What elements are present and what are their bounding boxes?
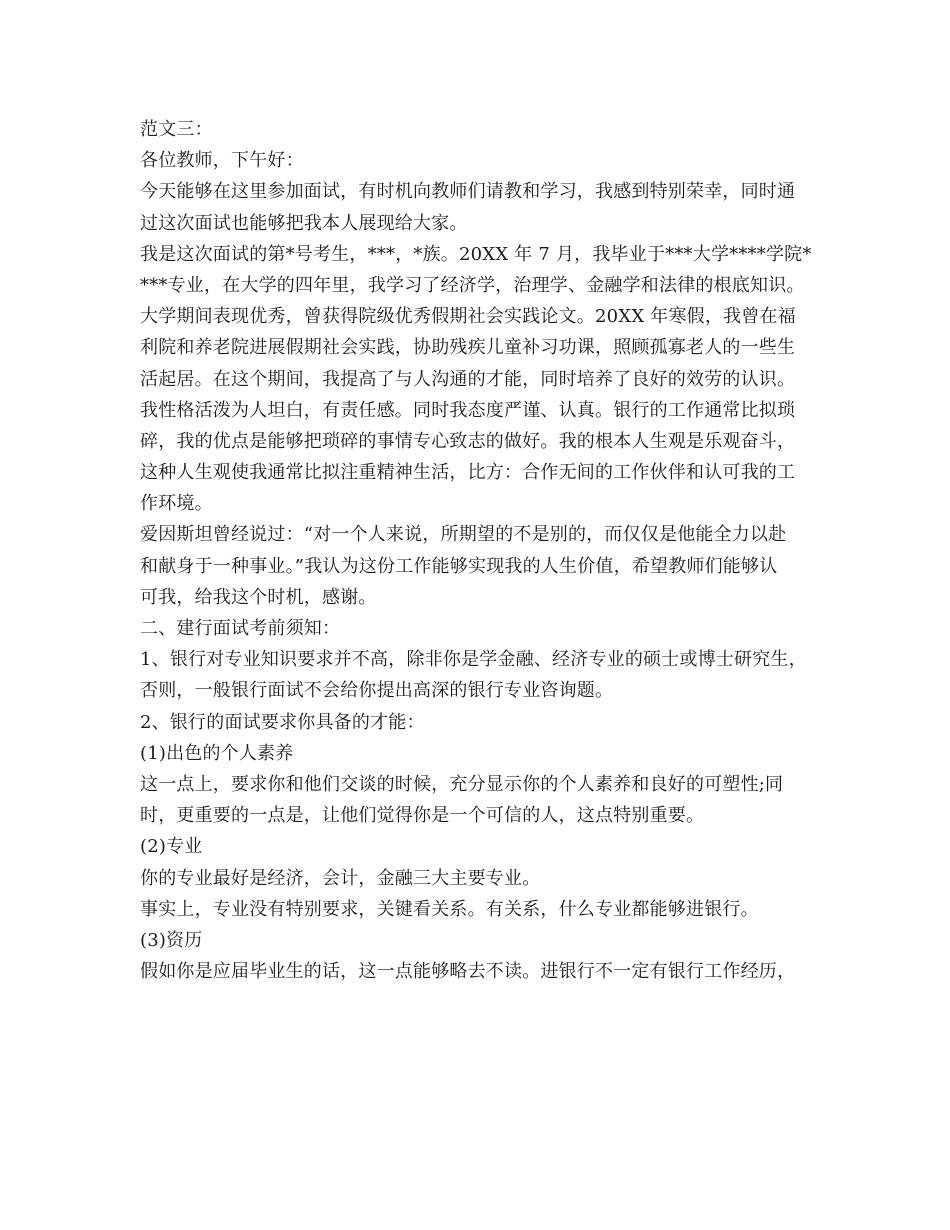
text-line: 可我，给我这个时机，感谢。 [140,586,377,608]
text-line: 假如你是应届毕业生的话，这一点能够略去不读。进银行不一定有银行工作经历， [140,961,796,983]
text-line: 利院和养老院进展假期社会实践，协助残疾儿童补习功课，照顾孤寡老人的一些生 [140,337,796,359]
text-line: 爱因斯坦曾经说过：“对一个人来说，所期望的不是别的，而仅仅是他能全力以赴 [140,524,787,546]
text-line: 作环境。 [140,493,213,515]
text-line: 2、银行的面试要求你具备的才能： [140,711,425,733]
text-line: 你的专业最好是经济，会计，金融三大主要专业。 [140,867,541,889]
text-line: 这种人生观使我通常比拟注重精神生活，比方：合作无间的工作伙伴和认可我的工 [140,462,796,484]
text-line: 各位教师，下午好： [140,150,304,172]
text-line: 时，更重要的一点是，让他们觉得你是一个可信的人，这点特别重要。 [140,805,705,827]
text-line: 我是这次面试的第*号考生，***，*族。20XX 年 7 月，我毕业于***大学****学院* [140,243,812,265]
text-line: ***专业，在大学的四年里，我学习了经济学，治理学、金融学和法律的根底知识。 [140,274,805,296]
text-line: 和献身于一种事业。”我认为这份工作能够实现我的人生价值，希望教师们能够认 [140,555,778,577]
subheading: (1)出色的个人素养 [140,742,294,764]
subheading: (3)资历 [140,929,203,951]
text-line: 过这次面试也能够把我本人展现给大家。 [140,212,468,234]
text-line: 范文三： [140,119,213,140]
subheading: (2)专业 [140,836,203,858]
text-line: 否则，一般银行面试不会给你提出高深的银行专业咨询题。 [140,680,614,702]
document-body [140,114,830,987]
text-line: 活起居。在这个期间，我提高了与人沟通的才能，同时培养了良好的效劳的认识。 [140,368,796,390]
text-line: 这一点上，要求你和他们交谈的时候，充分显示你的个人素养和良好的可塑性;同 [140,773,784,795]
text-line: 事实上，专业没有特别要求，关键看关系。有关系，什么专业都能够进银行。 [140,898,759,920]
text-line: 大学期间表现优秀，曾获得院级优秀假期社会实践论文。20XX 年寒假，我曾在福 [140,306,796,328]
text-line: 1、银行对专业知识要求并不高，除非你是学金融、经济专业的硕士或博士研究生， [140,649,807,671]
text-line: 今天能够在这里参加面试，有时机向教师们请教和学习，我感到特别荣幸，同时通 [140,181,796,203]
section-heading: 二、建行面试考前须知： [140,618,341,639]
text-line: 碎，我的优点是能够把琐碎的事情专心致志的做好。我的根本人生观是乐观奋斗， [140,430,796,452]
text-line: 我性格活泼为人坦白，有责任感。同时我态度严谨、认真。银行的工作通常比拟琐 [140,399,796,421]
